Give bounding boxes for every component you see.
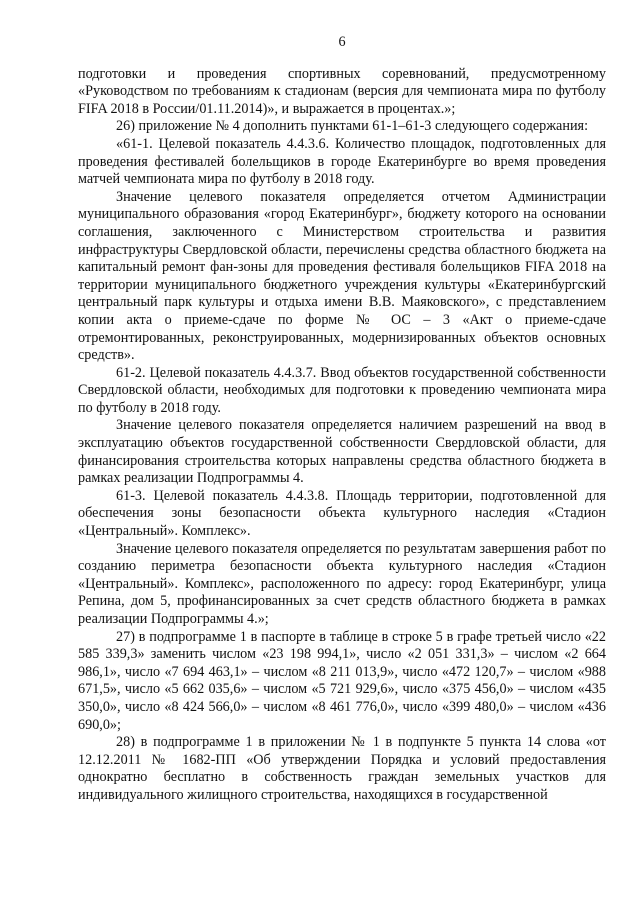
page-number: 6 [338, 34, 346, 50]
paragraph: 61-2. Целевой показатель 4.4.3.7. Ввод объектов государственной собственности Свердловской области, необходимых для подготовки к проведению чемпионата мира по футболу в 2018 году. [78, 364, 606, 416]
paragraph: Значение целевого показателя определяется отчетом Администрации муниципального образования «город Екатеринбург», бюджету которого на основании соглашения, заключенного с Министерством строительства и развития инфраструктуры Свердловской области, перечислены средства областного бюджета на капитальный ремонт фан-зоны для проведения фестиваля болельщиков FIFA 2018 на территории муниципального бюджетного учреждения культуры «Екатеринбургский центральный парк культуры и отдыха имени В.В. Маяковского», с представлением копии акта о приеме-сдаче по форме № ОС – 3 «Акт о приеме-сдаче отремонтированных, реконструированных, модернизированных объектов основных средств». [78, 188, 606, 364]
paragraph: 27) в подпрограмме 1 в паспорте в таблице в строке 5 в графе третьей число «22 585 339,3» заменить числом «23 198 994,1», число «2 051 331,3» – числом «2 664 986,1», число «7 694 463,1» – числом «8 211 013,9», число «472 120,7» – числом «988 671,5», число «5 662 035,6» – числом «5 721 929,6», число «375 456,0» – числом «435 350,0», число «8 424 566,0» – числом «8 461 776,0», число «399 480,0» – числом «436 690,0»; [78, 628, 606, 733]
paragraph: 61-3. Целевой показатель 4.4.3.8. Площадь территории, подготовленной для обеспечения зоны безопасности объекта культурного наследия «Стадион «Центральный». Комплекс». [78, 487, 606, 540]
paragraph: 28) в подпрограмме 1 в приложении № 1 в подпункте 5 пункта 14 слова «от 12.12.2011 № 1682-ПП «Об утверждении Порядка и условий предоставления однократно бесплатно в собственность граждан земельных участков для индивидуального жилищного строительства, находящихся в государственной [78, 734, 606, 803]
paragraph: Значение целевого показателя определяется по результатам завершения работ по созданию периметра безопасности объекта культурного наследия «Стадион «Центральный». Комплекс», расположенного по адресу: город Екатеринбург, улица Репина, дом 5, профинансированных за счет средств областного бюджета в рамках реализации Подпрограммы 4.»; [78, 540, 606, 627]
paragraph: подготовки и проведения спортивных соревнований, предусмотренному «Руководством по требованиям к стадионам (версия для чемпионата мира по футболу FIFA 2018 в России/01.11.2014)», и выражается в процентах.»; [78, 65, 606, 117]
paragraph: 26) приложение № 4 дополнить пунктами 61-1–61-3 следующего содержания: [116, 118, 589, 135]
document-body [78, 66, 606, 805]
paragraph: Значение целевого показателя определяется наличием разрешений на ввод в эксплуатацию объектов государственной собственности Свердловской области, для финансирования строительства которых направлены средства областного бюджета в рамках реализации Подпрограммы 4. [78, 417, 606, 487]
document-page [78, 34, 606, 805]
paragraph: «61-1. Целевой показатель 4.4.3.6. Количество площадок, подготовленных для проведения фестивалей болельщиков в городе Екатеринбурге во время проведения матчей чемпионата мира по футболу в 2018 году. [78, 135, 606, 188]
